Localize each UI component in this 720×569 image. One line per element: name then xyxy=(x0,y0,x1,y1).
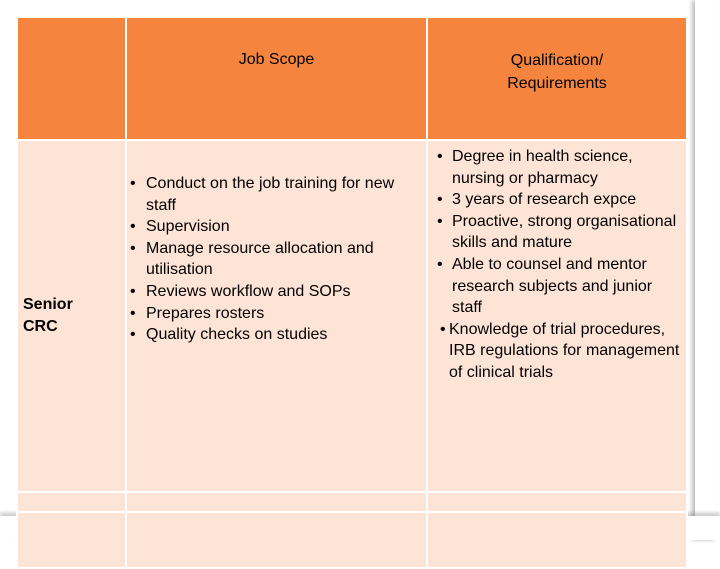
header-job-scope: Job Scope xyxy=(126,17,427,140)
qualification-cell xyxy=(427,140,687,492)
list-item: • 3 years of research expce xyxy=(428,189,686,211)
header-qualification-line2: Requirements xyxy=(507,75,607,92)
list-item: • Quality checks on studies xyxy=(127,324,426,346)
list-item: • Able to counsel and mentor research subjects and junior staff xyxy=(437,255,653,317)
bullet-icon: • xyxy=(130,218,136,236)
list-item: • Degree in health science, nursing or pharmacy xyxy=(437,148,633,187)
table-header-row xyxy=(17,17,687,140)
bullet-icon: • xyxy=(130,282,136,300)
list-item: • Manage resource allocation and utilisation xyxy=(130,239,374,279)
slide-frame-right xyxy=(695,0,717,540)
bullet-icon: • xyxy=(437,255,443,273)
empty-cell xyxy=(427,492,687,512)
job-table xyxy=(16,16,688,569)
role-line1: Senior xyxy=(23,296,73,313)
bullet-icon: • xyxy=(130,326,136,344)
list-item: • Proactive, strong organisational skills and mature xyxy=(437,212,677,252)
empty-cell xyxy=(126,512,427,568)
role-cell xyxy=(17,140,126,492)
job-scope-list xyxy=(127,173,426,346)
bullet-icon: • xyxy=(437,191,443,209)
role-line2: CRC xyxy=(23,318,58,335)
list-item: • Prepares rosters xyxy=(127,303,426,325)
bullet-icon: • xyxy=(130,304,136,322)
bullet-icon: • xyxy=(437,212,443,230)
list-item: • Knowledge of trial procedures, IRB regulations for management of clinical trials xyxy=(440,320,680,381)
empty-cell xyxy=(17,512,126,568)
empty-cell xyxy=(126,492,427,512)
header-cell-empty xyxy=(17,17,126,140)
list-item: • Reviews workflow and SOPs xyxy=(127,281,426,303)
empty-cell xyxy=(17,492,126,512)
bullet-icon: • xyxy=(437,148,443,165)
table-row xyxy=(17,512,687,568)
job-scope-cell xyxy=(126,140,427,492)
empty-cell xyxy=(427,512,687,568)
qualification-list xyxy=(428,146,686,384)
header-qualification xyxy=(427,17,687,140)
bullet-icon: • xyxy=(130,239,136,257)
list-item: • Conduct on the job training for new staff xyxy=(130,175,395,214)
header-qualification-line1: Qualification/ xyxy=(510,52,604,69)
bullet-icon: • xyxy=(440,320,446,338)
list-item: • Supervision xyxy=(127,216,426,238)
table-row xyxy=(17,492,687,512)
table-row xyxy=(17,140,687,492)
bullet-icon: • xyxy=(130,175,136,192)
